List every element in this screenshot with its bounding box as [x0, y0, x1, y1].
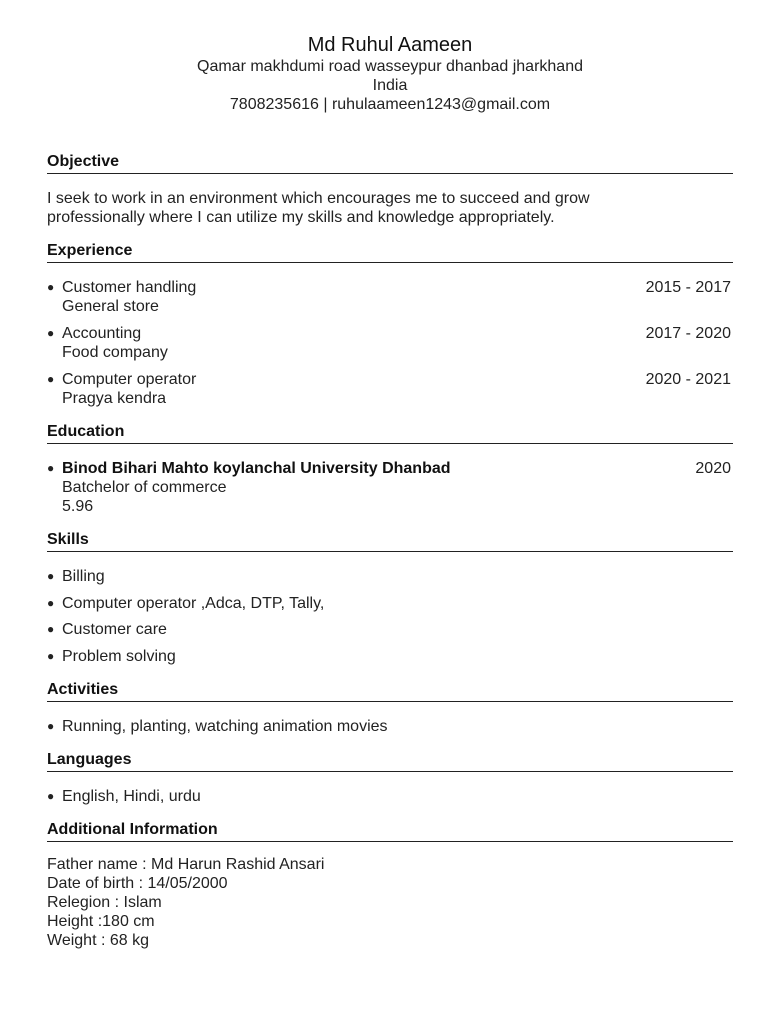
height: Height :180 cm — [47, 912, 155, 930]
education-item — [47, 459, 733, 516]
skill-label: Computer operator ,Adca, DTP, Tally, — [62, 594, 325, 612]
activity-item — [47, 717, 733, 736]
skill-item — [47, 620, 733, 639]
experience-dates: 2015 - 2017 — [645, 279, 731, 296]
skill-item — [47, 567, 733, 586]
section-title-languages: Languages — [47, 750, 733, 772]
skill-label: Customer care — [62, 621, 167, 638]
section-title-skills: Skills — [47, 530, 733, 552]
bullet-icon: ● — [47, 622, 55, 636]
religion: Relegion : Islam — [47, 893, 162, 911]
section-title-experience: Experience — [47, 241, 733, 263]
objective-text — [47, 189, 733, 227]
experience-item — [47, 370, 733, 408]
bullet-icon: ● — [47, 326, 55, 340]
objective-line: I seek to work in an environment which encourages me to succeed and grow — [47, 190, 590, 207]
skills-list — [47, 567, 733, 666]
bullet-icon: ● — [47, 648, 55, 663]
experience-role: Accounting — [62, 325, 142, 342]
section-title-education: Education — [47, 422, 733, 444]
skill-label: Billing — [62, 568, 105, 585]
education-degree: Batchelor of commerce — [62, 479, 227, 496]
bullet-icon: ● — [47, 718, 55, 733]
skill-label: Problem solving — [62, 647, 176, 665]
activity-label: Running, planting, watching animation movies — [62, 717, 388, 735]
country-line: India — [372, 77, 408, 94]
resume-header — [47, 32, 733, 114]
additional-information — [47, 855, 733, 950]
experience-org: Food company — [62, 344, 168, 361]
objective-line: professionally where I can utilize my skills and knowledge appropriately. — [47, 209, 555, 226]
candidate-name: Md Ruhul Aameen — [307, 34, 473, 56]
weight: Weight : 68 kg — [47, 931, 149, 949]
language-label: English, Hindi, urdu — [62, 787, 201, 805]
education-score: 5.96 — [62, 498, 94, 515]
experience-org: General store — [62, 298, 159, 315]
section-title-activities: Activities — [47, 680, 733, 702]
activities-list — [47, 717, 733, 736]
bullet-icon: ● — [47, 372, 55, 386]
education-year: 2020 — [695, 460, 731, 477]
resume-page — [47, 32, 733, 950]
education-institution: Binod Bihari Mahto koylanchal University Dhanbad — [62, 460, 451, 477]
bullet-icon: ● — [47, 280, 55, 294]
experience-role: Computer operator — [62, 371, 197, 388]
experience-list — [47, 278, 733, 408]
contact-line: 7808235616 | ruhulaameen1243@gmail.com — [229, 96, 551, 113]
experience-dates: 2020 - 2021 — [645, 371, 731, 388]
skill-item — [47, 594, 733, 613]
experience-role: Customer handling — [62, 279, 197, 296]
experience-org: Pragya kendra — [62, 390, 167, 407]
bullet-icon: ● — [47, 788, 55, 803]
experience-dates: 2017 - 2020 — [645, 325, 731, 342]
education-list — [47, 459, 733, 516]
skill-item — [47, 647, 733, 666]
date-of-birth: Date of birth : 14/05/2000 — [47, 874, 228, 892]
experience-item — [47, 324, 733, 362]
section-title-objective: Objective — [47, 152, 733, 174]
bullet-icon: ● — [47, 569, 55, 583]
father-name: Father name : Md Harun Rashid Ansari — [47, 855, 325, 873]
address-line: Qamar makhdumi road wasseypur dhanbad jharkhand — [197, 58, 583, 75]
language-item — [47, 787, 733, 806]
languages-list — [47, 787, 733, 806]
section-title-additional-information: Additional Information — [47, 820, 733, 842]
experience-item — [47, 278, 733, 316]
bullet-icon: ● — [47, 595, 55, 610]
bullet-icon: ● — [47, 461, 55, 475]
